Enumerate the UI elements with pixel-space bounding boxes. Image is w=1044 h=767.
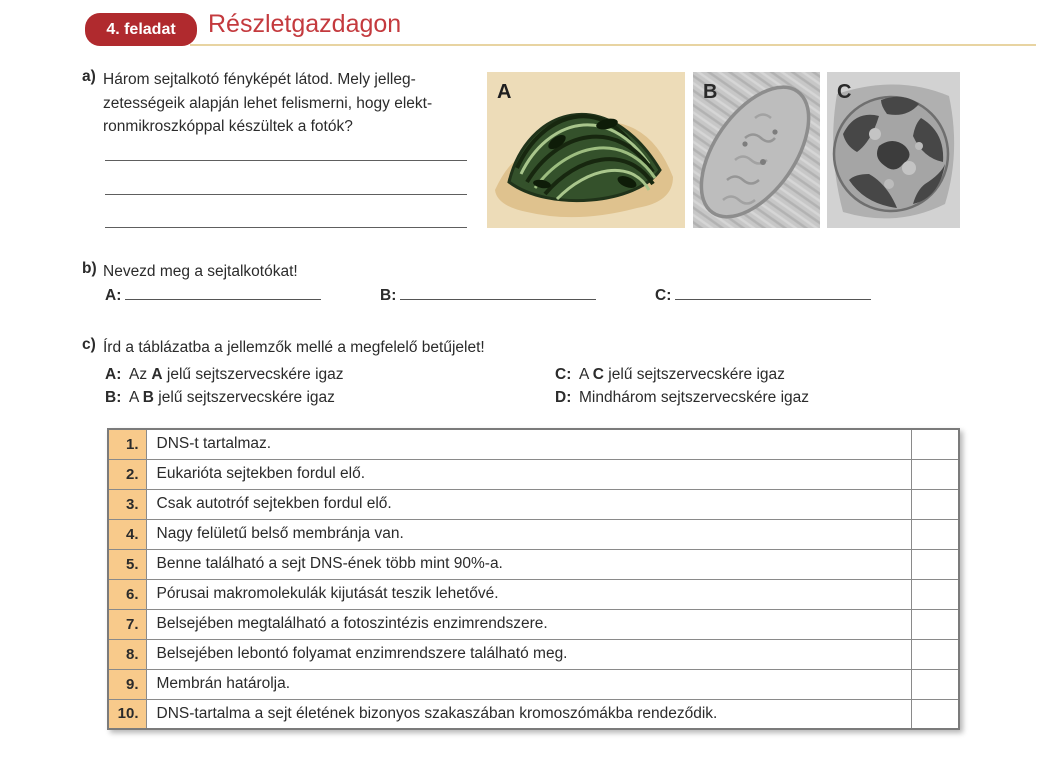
blank-key-c: C:: [655, 287, 672, 304]
option-d: [555, 389, 809, 407]
row-number: 6.: [108, 579, 146, 609]
row-number: 10.: [108, 699, 146, 729]
row-number: 8.: [108, 639, 146, 669]
answer-cell[interactable]: [911, 579, 959, 609]
answer-blank-line[interactable]: [105, 160, 467, 161]
option-b-text: A B jelű sejtszervecskére igaz: [129, 389, 335, 406]
row-number: 5.: [108, 549, 146, 579]
statements-table: [107, 428, 960, 730]
answer-cell[interactable]: [911, 519, 959, 549]
table-row: [108, 609, 959, 639]
row-statement: Membrán határolja.: [146, 669, 911, 699]
table-row: [108, 639, 959, 669]
question-line: Három sejtalkotó fényképét látod. Mely jelleg-: [103, 71, 416, 88]
photo-label-b: B: [703, 81, 718, 103]
photo-label-c: C: [837, 81, 852, 103]
section-c-label: c): [82, 336, 96, 353]
row-statement: DNS-tartalma a sejt életének bizonyos szakaszában kromoszómákba rendeződik.: [146, 699, 911, 729]
answer-cell[interactable]: [911, 549, 959, 579]
chloroplast-illustration: [487, 72, 685, 228]
option-c-key: C:: [555, 366, 572, 383]
mitochondrion-illustration: [693, 72, 820, 228]
option-a-text: Az A jelű sejtszervecskére igaz: [129, 366, 344, 383]
nucleus-illustration: [827, 72, 960, 228]
option-a: [105, 366, 344, 384]
row-number: 1.: [108, 429, 146, 459]
row-statement: Pórusai makromolekulák kijutását teszik lehetővé.: [146, 579, 911, 609]
row-statement: DNS-t tartalmaz.: [146, 429, 911, 459]
table-row: [108, 699, 959, 729]
em-photo-nucleus: [827, 72, 960, 228]
table-row: [108, 519, 959, 549]
answer-cell[interactable]: [911, 669, 959, 699]
question-line: zetességeik alapján lehet felismerni, hogy elekt-: [103, 94, 433, 112]
row-number: 3.: [108, 489, 146, 519]
table-row: [108, 549, 959, 579]
em-photo-mitochondrion: [693, 72, 820, 228]
section-a-label: a): [82, 68, 96, 85]
option-b: [105, 389, 335, 407]
page-title: Részletgazdagon: [208, 10, 402, 38]
section-a-question: [103, 68, 475, 139]
name-blank-line-b[interactable]: [400, 286, 596, 300]
option-d-key: D:: [555, 389, 572, 406]
answer-cell[interactable]: [911, 699, 959, 729]
name-blank-line-a[interactable]: [125, 286, 321, 300]
task-badge: 4. feladat: [85, 13, 197, 46]
row-statement: Nagy felületű belső membránja van.: [146, 519, 911, 549]
name-blank-line-c[interactable]: [675, 286, 871, 300]
answer-cell[interactable]: [911, 489, 959, 519]
row-statement: Belsejében megtalálható a fotoszintézis enzimrendszere.: [146, 609, 911, 639]
row-statement: Csak autotróf sejtekben fordul elő.: [146, 489, 911, 519]
answer-blank-line[interactable]: [105, 194, 467, 195]
option-c-text: A C jelű sejtszervecskére igaz: [579, 366, 785, 383]
answer-cell[interactable]: [911, 459, 959, 489]
answer-blank-line[interactable]: [105, 227, 467, 228]
answer-cell[interactable]: [911, 429, 959, 459]
answer-cell[interactable]: [911, 609, 959, 639]
option-d-text: Mindhárom sejtszervecskére igaz: [579, 389, 810, 406]
name-blank-b: [380, 286, 596, 305]
row-number: 2.: [108, 459, 146, 489]
question-line: ronmikroszkóppal készültek a fotók?: [103, 118, 353, 135]
name-blank-c: [655, 286, 871, 305]
option-b-key: B:: [105, 389, 122, 406]
table-row: [108, 579, 959, 609]
em-photo-chloroplast: [487, 72, 685, 228]
name-blank-a: [105, 286, 321, 305]
row-number: 7.: [108, 609, 146, 639]
table-row: [108, 669, 959, 699]
table-row: [108, 459, 959, 489]
section-b-instruction: Nevezd meg a sejtalkotókat!: [103, 263, 298, 280]
option-c: [555, 366, 785, 384]
table-row: [108, 429, 959, 459]
row-statement: Eukarióta sejtekben fordul elő.: [146, 459, 911, 489]
table-row: [108, 489, 959, 519]
section-b-label: b): [82, 260, 97, 277]
blank-key-b: B:: [380, 287, 397, 304]
row-number: 4.: [108, 519, 146, 549]
row-number: 9.: [108, 669, 146, 699]
row-statement: Belsejében lebontó folyamat enzimrendszere található meg.: [146, 639, 911, 669]
row-statement: Benne található a sejt DNS-ének több mint 90%-a.: [146, 549, 911, 579]
blank-key-a: A:: [105, 287, 122, 304]
option-a-key: A:: [105, 366, 122, 383]
section-c-instruction: Írd a táblázatba a jellemzők mellé a megfelelő betűjelet!: [103, 339, 485, 356]
photo-label-a: A: [497, 81, 512, 103]
answer-cell[interactable]: [911, 639, 959, 669]
header-rule: [190, 44, 1036, 46]
